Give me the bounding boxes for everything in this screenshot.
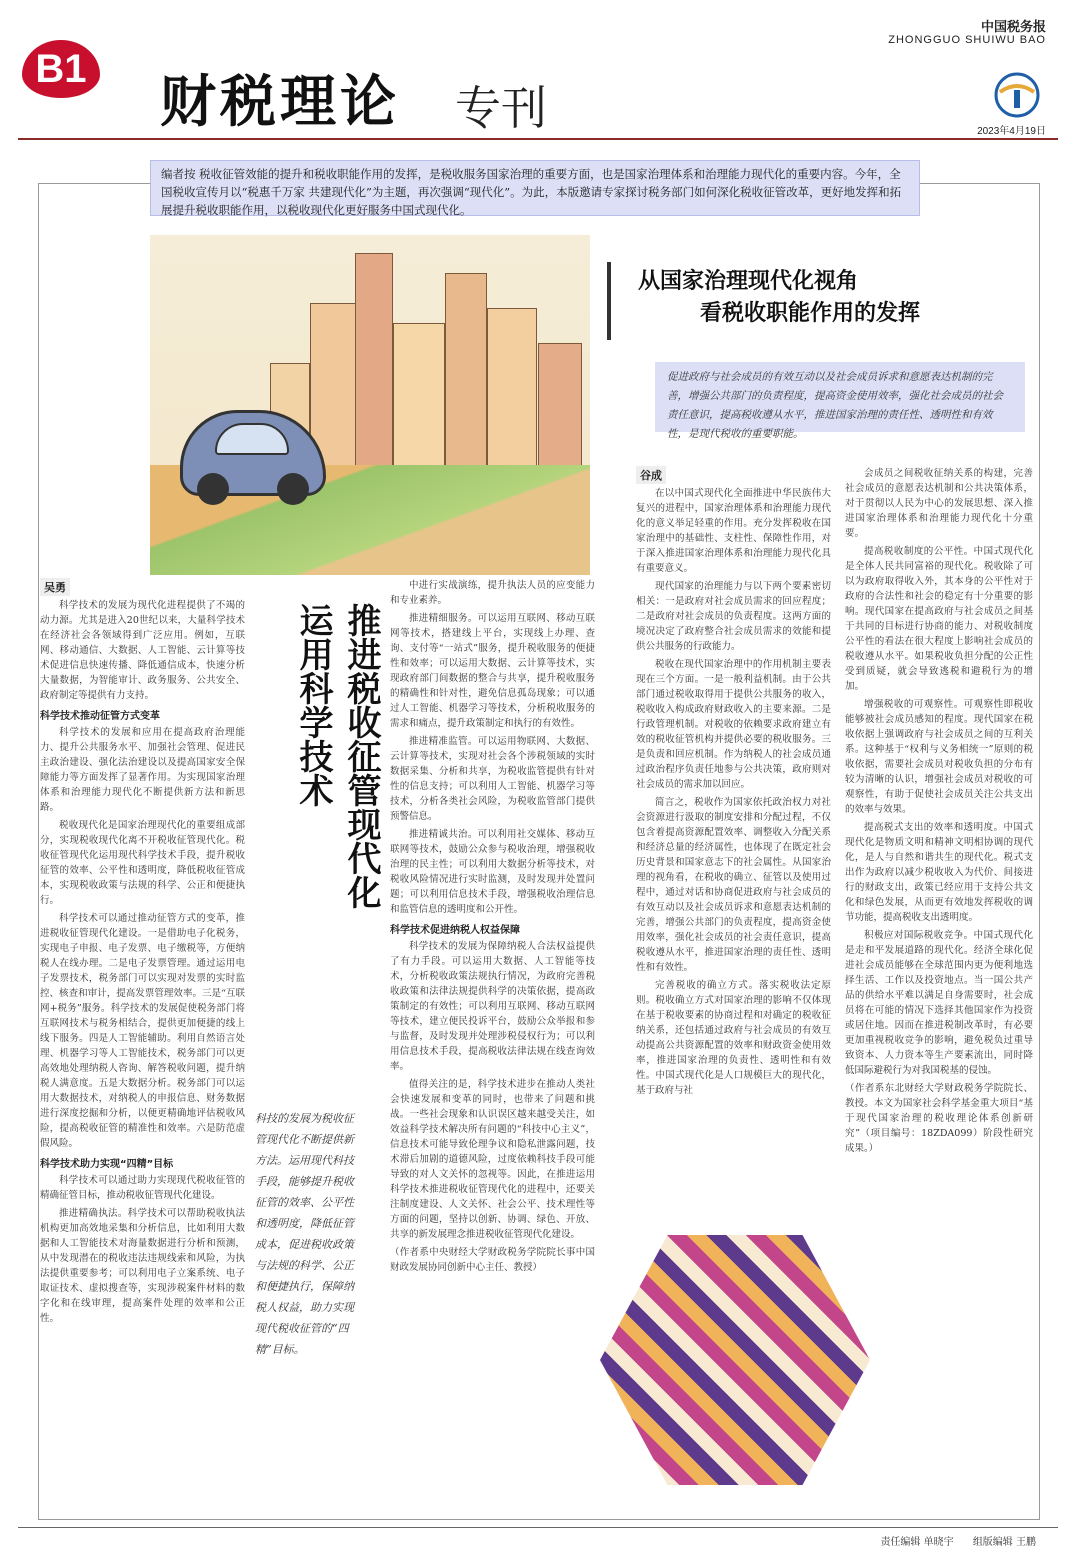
article2-headline [638,265,920,329]
paragraph: 值得关注的是，科学技术进步在推动人类社会快速发展和变革的同时，也带来了问题和挑战。一些社会现象和认识误区越来越受关注，如效益科学技术解决所有问题的“科技中心主义”，信息技术可能导致伦理争议和隐私泄露问题，技术滞后加剧的道德风险，过度依赖科技手段可能导致的对人文关怀的忽视等。因此，在推进运用科学技术推进税收征管现代化的进程中，还要关注制度建设、人文关怀、社会公平、技术理性等方面的问题，坚持以创新、协调、绿色、开放、共享的新发展理念推进税收征管现代化建设。 [390,1079,595,1240]
tax-logo-icon [994,72,1040,118]
article2-headline-line1: 从国家治理现代化视角 [638,268,859,294]
paragraph: 税收在现代国家治理中的作用机制主要表现在三个方面。一是一般利益机制。由于公共部门通过税收取得用于提供公共服务的收入，税收收入构成政府财政收入的主要来源。二是行政管理机制。对税收的依赖要求政府建立有效的税收征管机构并提供必要的税收服务。三是负责和回应机制。作为纳税人的社会成员通过政治程序负责任地参与公共决策，政府则对社会成员的需求加以回应。 [636,659,831,790]
article1-headline-line2: 运用科学技术 [293,603,333,807]
paragraph: 提高税收制度的公平性。中国式现代化是全体人民共同富裕的现代化。税收除了可以为政府取得收入外，其本身的公平性对于政府的合法性和社会的稳定有十分重要的影响。现代国家在提高政府与社会成员之间基于共同的目标进行协商的能力、对税收制度公平性的看法在很大程度上影响社会成员的税收遵从水平。如果税收负担分配的公正性受到质疑，就会导致逃税和避税行为的增加。 [845,546,1033,692]
article1-pullquote: 科技的发展为税收征管现代化不断提供新方法。运用现代科技手段，能够提升税收征管的效率、公平性和透明度，降低征管成本，促进税收政策与法规的科学、公正和便捷执行，保障纳税人权益，助力实现现代税收征管的“四精”目标。 [255,1112,354,1356]
section-title: 财税理论 [160,69,400,135]
paper-name: 中国税务报 [980,20,1046,35]
layout-credit: 组版编辑 王鹏 [972,1537,1036,1548]
editor-note: 编者按 税收征管效能的提升和税收职能作用的发挥，是税收服务国家治理的重要方面，也是国家治理体系和治理能力现代化的重要内容。今年，全国税收宣传月以“税惠千万家 共建现代化”为主题，再次强调“现代化”。为此，本版邀请专家探讨税务部门如何深化税收征管改革，更好地发挥和拓展提升税收职能作用，以税收现代化更好服务中国式现代化。 [150,160,920,216]
author-note: （作者系中央财经大学财政税务学院院长事中国财政发展协同创新中心主任、教授） [390,1247,595,1273]
paragraph: 科学技术的发展为现代化进程提供了不竭的动力源。尤其是进入20世纪以来，大量科学技术在经济社会各领域得到广泛应用。例如，互联网、移动通信、大数据、人工智能、云计算等技术促进信息快速传播、降低通信成本，快速分析大量数据，为智能审计、政务服务、公共安全、政府制定等提供有力支持。 [40,600,245,701]
paragraph: 科学技术的发展和应用在提高政府治理能力、提升公共服务水平、加强社会管理、促进民主政治建设、强化法治建设以及提高国家安全保障能力等方面发挥了显著作用。为实现国家治理体系和治理能力现代化不断提供新方法和新思路。 [40,727,245,813]
article1-middle-column [390,578,595,1513]
paragraph: 中进行实战演练，提升执法人员的应变能力和专业素养。 [390,580,595,606]
subheading: 科学技术促进纳税人权益保障 [390,925,520,936]
paragraph: 税收现代化是国家治理现代化的重要组成部分，实现税收现代化离不开税收征管现代化。税收征管现代化运用现代科学技术手段，提升税收征管的效率、公平性和透明度，降低税收征管成本，实现税收政策与法规的科学、公正和便捷执行。 [40,820,245,906]
paragraph: 科学技术可以通过助力实现现代税收征管的精确征管目标，推动税收征管现代化建设。 [40,1175,245,1201]
paragraph: 推进精细服务。可以运用互联网、移动互联网等技术，搭建线上平台，实现线上办理、查询、支付等“一站式”服务，提升税收服务的便捷性和效率；可以运用大数据、云计算等技术，实现政府部门间数据的整合与共享，提升税收服务的精确性和针对性，避免信息孤岛现象；可以通过人工智能、机器学习等技术，分析税收服务的需求和痛点，提升政策制定和执行的有效性。 [390,613,595,729]
paragraph: 推进精准监管。可以运用物联网、大数据、云计算等技术，实现对社会各个涉税领域的实时数据采集、分析和共享，为税收监管提供有针对性的信息支持；可以利用人工智能、机器学习等技术，分析各类社会风险，为税收监管部门提供预警信息。 [390,736,595,822]
paragraph: 会成员之间税收征纳关系的构建，完善社会成员的意愿表达机制和公共决策体系，对于贯彻以人民为中心的发展思想、深入推进国家治理体系和治理能力现代化十分重要。 [845,468,1033,539]
article2-headline-line2: 看税收职能作用的发挥 [700,300,921,326]
paragraph: 推进精诚共治。可以利用社交媒体、移动互联网等技术，鼓励公众参与税收治理，增强税收治理的民主性；可以利用大数据分析等技术，对税收风险情况进行实时监测，及时发现并处置问题；可以利用信息技术手段，增强税收治理信息和监管信息的透明度和公开性。 [390,829,595,915]
headline-bar [607,262,611,340]
article2-byline: 谷成 [636,466,666,484]
section-subtitle: 专刊 [455,81,547,135]
paragraph: 科学技术的发展为保障纳税人合法权益提供了有力手段。可以运用大数据、人工智能等技术，分析税收政策法规执行情况，为政府完善税收政策和法律法规提供科学的决策依据，提高政策制定的有效性；可以利用互联网、移动互联网等技术，建立便民投诉平台，鼓励公众举报和参与监督，及时发现并处理涉税侵权行为；可以利用信息技术手段，提高税收法律法规在线查询效率。 [390,941,595,1072]
paragraph: 科学技术可以通过推动征管方式的变革，推进税收征管现代化建设。一是借助电子化税务，实现电子申报、电子发票、电子缴税等，方便纳税人在线办理。二是电子发票管理。通过运用电子发票技术，税务部门可以实现对发票的实时监控、核查和审计，提高发票管理效率。三是“互联网+税务”服务。科学技术的发展促使税务部门将互联网技术与税务相结合，提供更加便捷的线上线下服务。四是人工智能辅助。利用自然语言处理、机器学习等人工智能技术，税务部门可以更高效地处理纳税人咨询、解答税收问题，提升纳税人满意度。五是大数据分析。税务部门可以运用大数据技术，对纳税人的申报信息、财务数据进行深度挖掘和分析，以便更精确地评估税收风险，提高税收征管的精准性和效率。六是防范虚假风险。 [40,913,245,1149]
paper-pinyin: ZHONGGUO SHUIWU BAO [888,34,1046,46]
article2-abstract: 促进政府与社会成员的有效互动以及社会成员诉求和意愿表达机制的完善，增强公共部门的负责程度，提高资金使用效率，强化社会成员的社会责任意识，提高税收遵从水平，推进国家治理的责任性、透明性和有效性，是现代税收的重要职能。 [655,362,1025,432]
author-note: （作者系东北财经大学财政税务学院院长、教授。本文为国家社会科学基金重大项目“基于现代国家治理的税收理论体系创新研究”（项目编号：18ZDA099）阶段性研究成果。） [845,1083,1033,1154]
paragraph: 现代国家的治理能力与以下两个要素密切相关：一是政府对社会成员需求的回应程度；二是政府对社会成员的负责程度。这两方面的境况决定了政府整合社会成员需求的效能和提供公共服务的行政能力。 [636,581,831,652]
footer-divider [18,1527,1058,1528]
paragraph: 推进精确执法。科学技术可以帮助税收执法机构更加高效地采集和分析信息，比如利用大数据和人工智能技术对海量数据进行分析和预测，从中发现潜在的税收违法违规线索和风险，为执法提供重要参考；可以利用电子立案系统、电子取证技术、虚拟搜查等，实现涉税案件材料的数字化和在线审理，提高案件处理的效率和公正性。 [40,1208,245,1324]
header-divider [18,138,1058,140]
subheading: 科学技术推动征管方式变革 [40,711,160,722]
paragraph: 完善税收的确立方式。落实税收法定原则。税收确立方式对国家治理的影响不仅体现在基于税收要素的协商过程和对确定的税收征纳关系，还包括通过政府与社会成员的有效互动提高公共资源配置的效率和财政资金使用效率，推进国家治理的负责性、透明性和有效性。中国式现代化是人口规模巨大的现代化，基于政府与社 [636,980,831,1096]
edition-badge: B1 [22,40,100,98]
paragraph: 在以中国式现代化全面推进中华民族伟大复兴的进程中，国家治理体系和治理能力现代化的意义举足轻重的作用。充分发挥税收在国家治理中的基础性、支柱性、保障性作用，对于深入推进国家治理体系和治理能力现代化具有重要意义。 [636,488,831,574]
editor-credit: 责任编辑 单晓宇 [880,1537,954,1548]
paragraph: 积极应对国际税收竞争。中国式现代化是走和平发展道路的现代化。经济全球化促进社会成员能够在全球范围内更为便利地选择生活、工作以及投资地点。当一国公共产品的供给水平难以满足自身需要时，社会成员将在可能的情况下选择其他国家作为投资或居住地。因而在推进税制改革时，有必要更加重视税收竞争的影响，避免税负过重导致资本、人力资本等生产要素流出，同时降低国际避税行为对我国税基的侵蚀。 [845,930,1033,1076]
city-illustration [150,235,590,575]
article2-right-column [845,466,1033,1511]
footer-credits [864,1533,1036,1548]
paragraph: 增强税收的可观察性。可观察性即税收能够被社会成员感知的程度。现代国家在税收依据上强调政府与社会成员之间的互利关系。这种基于“权利与义务相统一”原则的税收依据，需要社会成员对税收负担的分布有较为清晰的认识，增强社会成员对税收的可观察性，有助于促使社会成员关注公共支出的效率与效果。 [845,699,1033,815]
article1-headline [262,603,382,909]
subheading: 科学技术助力实现“四精”目标 [40,1159,174,1170]
paragraph: 简言之，税收作为国家依托政治权力对社会资源进行汲取的制度安排和分配过程，不仅包含着提高资源配置效率、调整收入分配关系和经济总量的经济属性，也体现了在既定社会历史背景和国家意志下的社会属性。从国家治理的视角看，在税收的确立、征管以及使用过程中，通过对话和协商促进政府与社会成员的有效互动以及社会成员诉求和意愿表达机制的完善，增强公共部门的负责程度，提高资金使用效率，强化社会成员的社会责任意识，提高税收遵从水平，推进国家治理的责任性、透明性和有效性。 [636,797,831,973]
paragraph: 提高税式支出的效率和透明度。中国式现代化是物质文明和精神文明相协调的现代化，是人与自然和谐共生的现代化。税式支出作为政府以减少税收收入为代价、间接进行的财政支出，政策已经应用于支持公共文化和绿色发展，从而更有效地发挥税收的调节功能，提高税收支出透明度。 [845,822,1033,923]
article1-byline: 吴勇 [40,578,70,596]
issue-date: 2023年4月19日 [977,126,1046,137]
article1-left-column [40,598,245,1513]
article1-headline-line1: 推进税收征管现代化 [341,603,381,909]
